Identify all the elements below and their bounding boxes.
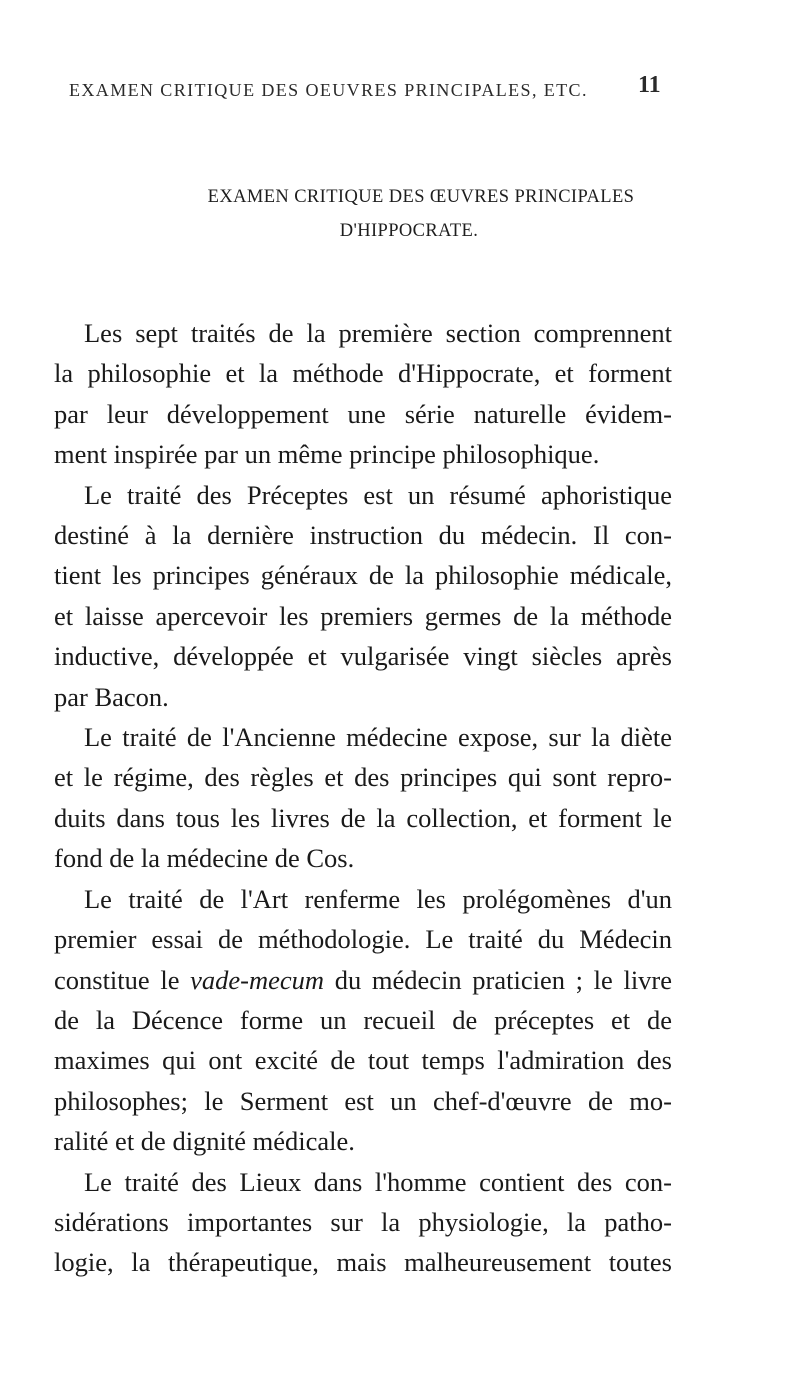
text-line: philosophes; le Serment est un chef-d'œuvre de mo-: [54, 1085, 672, 1116]
text-line: et laisse apercevoir les premiers germes de la méthode: [54, 600, 672, 631]
text-line-mixed: [54, 960, 672, 1000]
text-line: Les sept traités de la première section comprennent: [84, 318, 672, 348]
text-line: et le régime, des règles et des principes qui sont repro-: [54, 762, 672, 793]
page-number: 11: [638, 72, 661, 98]
text-line: sidérations importantes sur la physiologie, la patho-: [54, 1206, 672, 1237]
text-fragment: constitue le: [54, 964, 180, 995]
text-line: de la Décence forme un recueil de préceptes et de: [54, 1004, 672, 1035]
text-line: la philosophie et la méthode d'Hippocrate, et forment: [54, 358, 672, 389]
text-line: premier essai de méthodologie. Le traité du Médecin: [54, 924, 672, 955]
text-line: ment inspirée par un même principe philosophique.: [54, 439, 600, 470]
text-line: par Bacon.: [54, 681, 169, 712]
text-line: destiné à la dernière instruction du médecin. Il con-: [54, 520, 672, 551]
text-line: logie, la thérapeutique, mais malheureusement toutes: [54, 1247, 672, 1278]
text-line: Le traité de l'Ancienne médecine expose, sur la diète: [84, 722, 672, 753]
text-line: Le traité des Lieux dans l'homme contient des con-: [84, 1166, 672, 1197]
text-line: fond de la médecine de Cos.: [54, 843, 355, 874]
section-title-line-1: EXAMEN CRITIQUE DES ŒUVRES PRINCIPALES: [207, 187, 635, 207]
running-head: EXAMEN CRITIQUE DES OEUVRES PRINCIPALES, ETC.: [69, 80, 588, 100]
section-title-line-2: D'HIPPOCRATE.: [339, 221, 479, 241]
text-line: duits dans tous les livres de la collection, et forment le: [54, 802, 672, 833]
section-title: [0, 180, 800, 248]
text-line: maximes qui ont excité de tout temps l'admiration des: [54, 1045, 672, 1076]
text-line: inductive, développée et vulgarisée vingt siècles après: [54, 641, 672, 672]
italic-term: vade-mecum: [190, 964, 325, 995]
text-line: tient les principes généraux de la philosophie médicale,: [54, 560, 672, 591]
body-text: [54, 313, 672, 1283]
text-line: Le traité de l'Art renferme les prolégomènes d'un: [84, 883, 672, 914]
text-line: Le traité des Préceptes est un résumé aphoristique: [84, 479, 672, 510]
text-fragment: du médecin praticien ; le livre: [334, 964, 673, 995]
text-line: par leur développement une série naturelle évidem-: [54, 398, 672, 429]
text-line: ralité et de dignité médicale.: [54, 1126, 355, 1157]
